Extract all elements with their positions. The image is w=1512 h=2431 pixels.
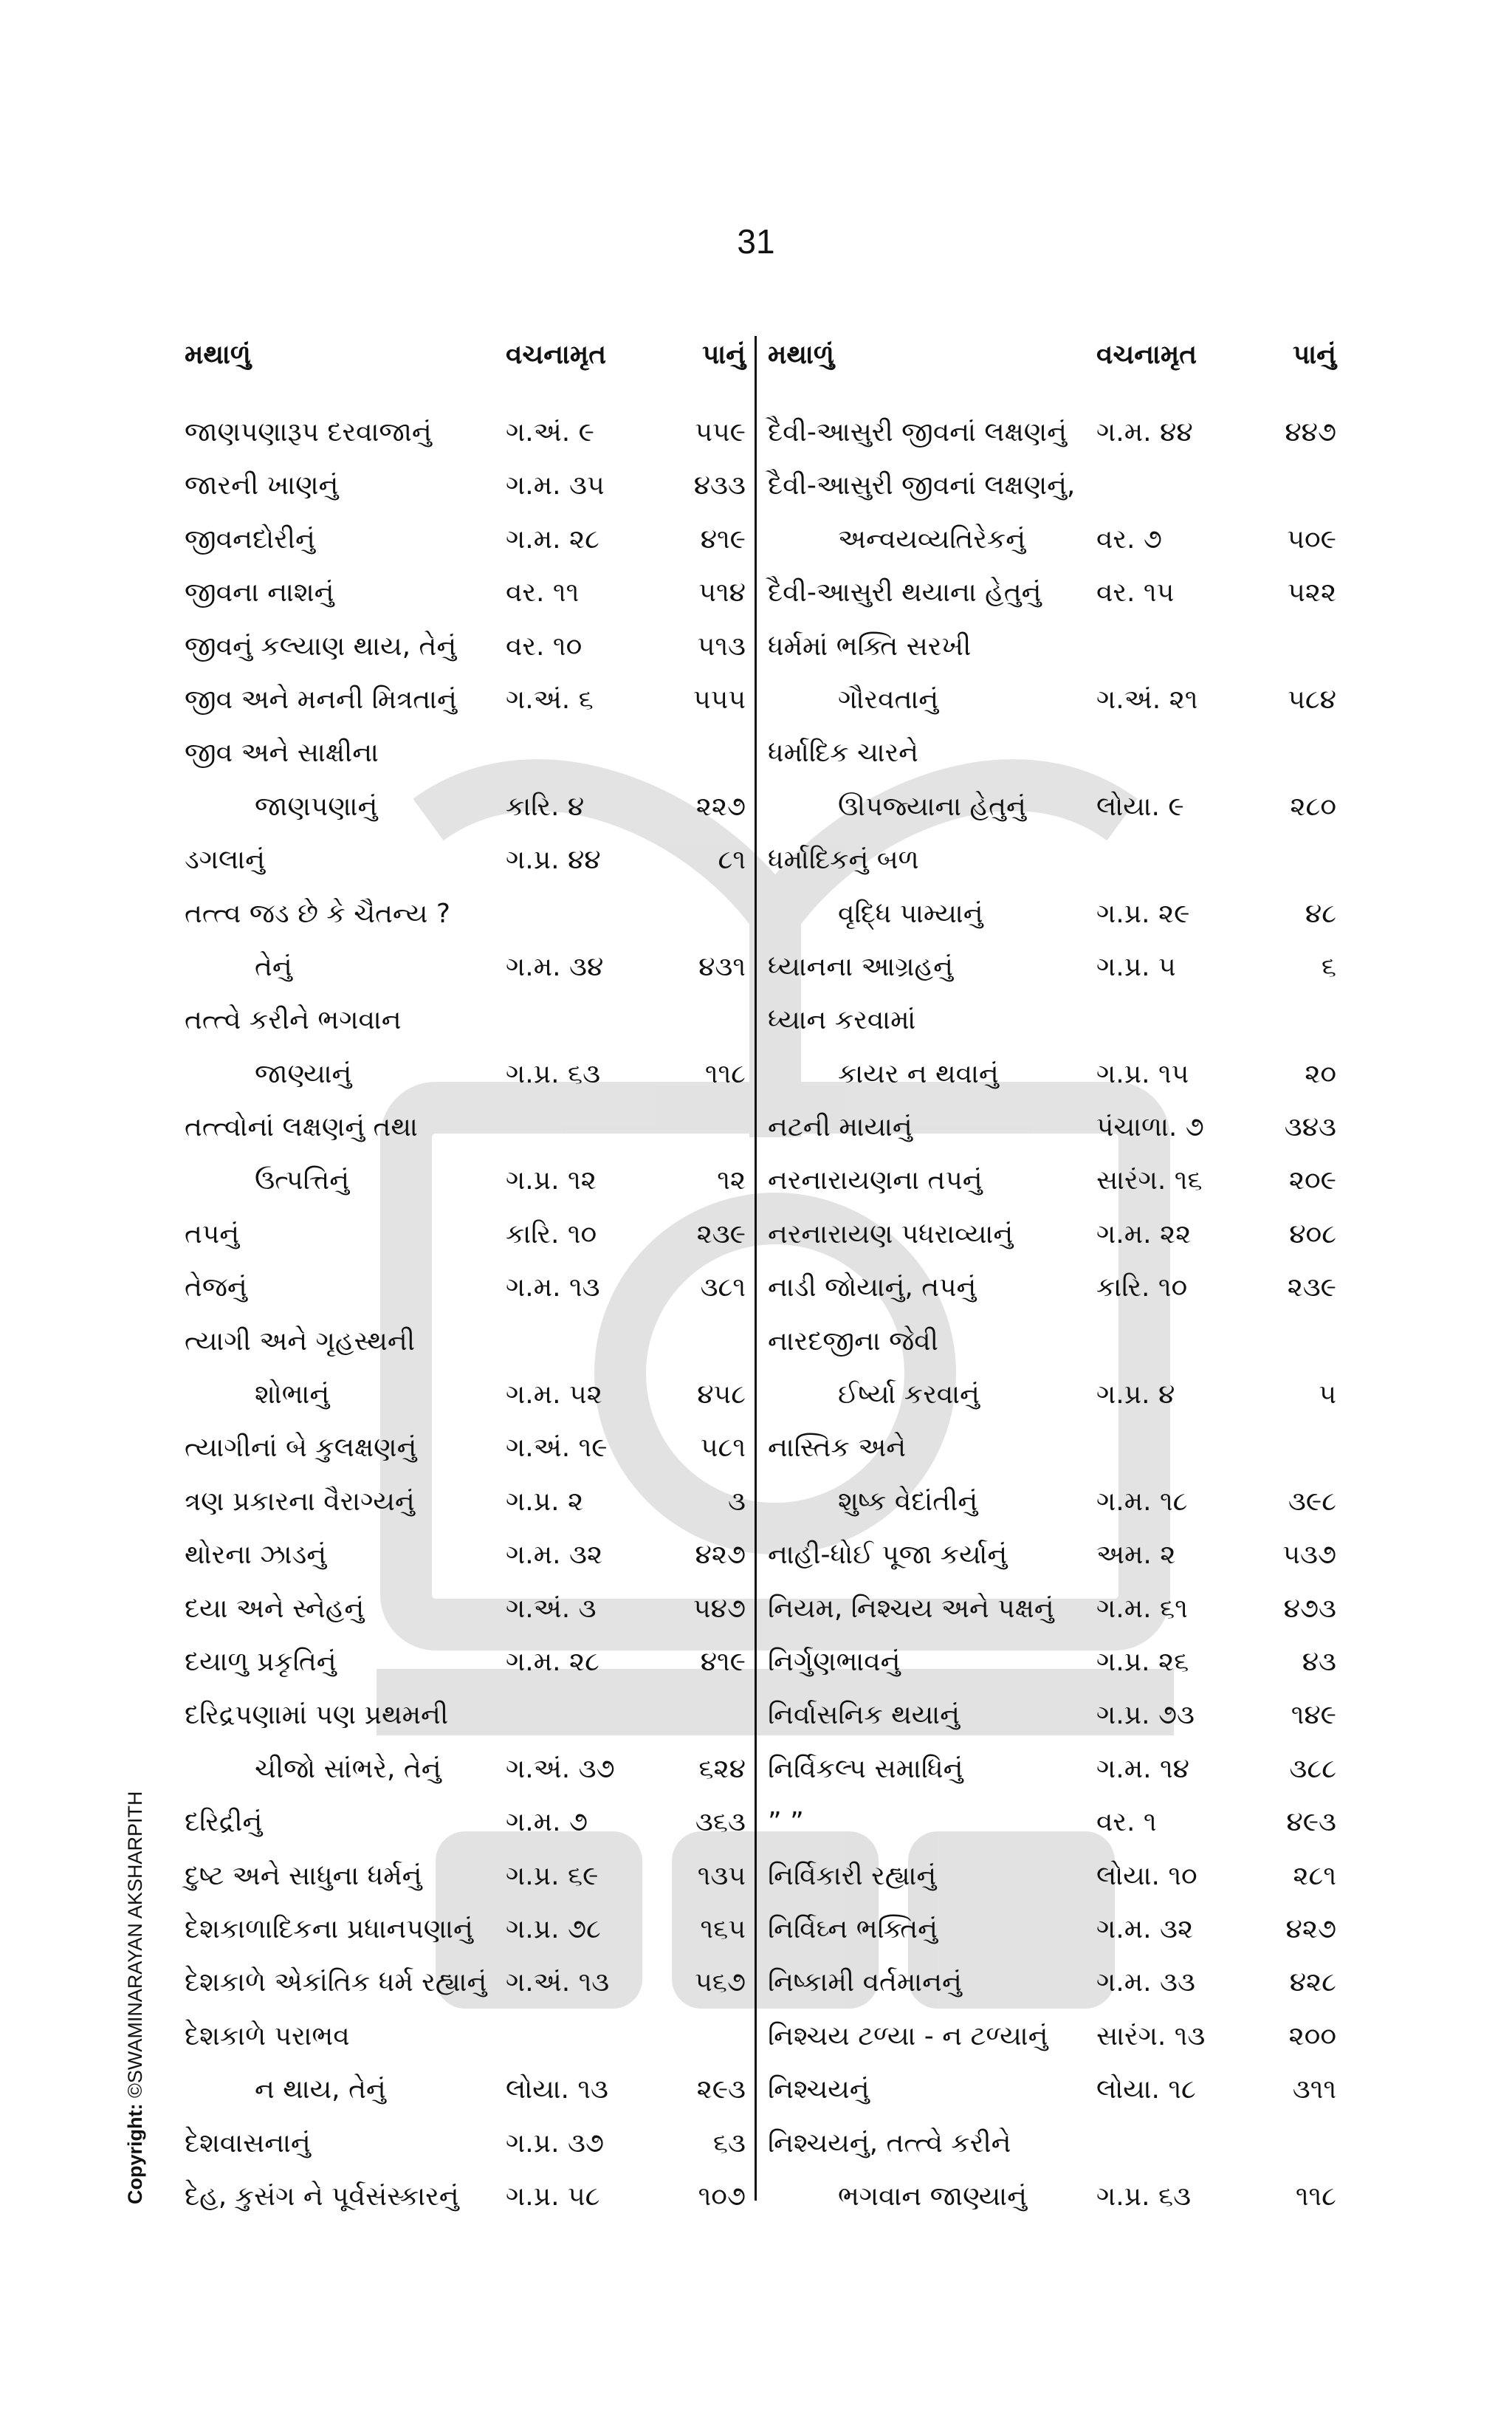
entry-topic: નિર્વિઘ્ન ભક્તિનું [768, 1913, 938, 1944]
index-entry [768, 406, 1336, 459]
index-entry [185, 1048, 746, 1101]
entry-page-ref: ૬ [1321, 951, 1336, 982]
entry-vachanamrut-ref: ગ.મ. ૨૮ [506, 1646, 599, 1677]
entry-topic: જીવ અને સાક્ષીના [185, 738, 379, 769]
index-entry [768, 673, 1336, 727]
entry-topic: તત્ત્વ જડ છે કે ચૈતન્ય ? [185, 898, 450, 929]
entry-topic: નિયમ, નિશ્ચય અને પક્ષનું [768, 1593, 1054, 1624]
entry-vachanamrut-ref: પંચાળા. ૭ [1096, 1112, 1204, 1143]
entry-page-ref: ૮૧ [718, 845, 746, 876]
entry-topic: તેજનું [185, 1272, 247, 1303]
entry-page-ref: ૪૧૯ [700, 524, 746, 555]
index-entry [185, 2170, 746, 2223]
entry-page-ref: ૨૦૦ [1288, 2020, 1336, 2051]
entry-page-ref: ૪૮ [1305, 898, 1336, 929]
entry-vachanamrut-ref: ગ.મ. ૨૮ [506, 524, 599, 555]
topic-header: મથાળું [185, 340, 251, 370]
entry-topic: ધ્યાનના આગ્રહનું [768, 951, 953, 982]
entry-topic: ધર્મમાં ભક્તિ સરખી [768, 631, 972, 662]
entry-vachanamrut-ref: ગ.મ. ૪૪ [1096, 417, 1193, 448]
index-entry [768, 2170, 1336, 2223]
index-entry [768, 834, 1336, 887]
entry-topic: નરનારાયણના તપનું [768, 1165, 983, 1196]
entry-topic: દયાળુ પ્રકૃતિનું [185, 1646, 337, 1677]
entry-vachanamrut-ref: વર. ૭ [1096, 524, 1162, 555]
entry-page-ref: ૪૩૩ [693, 470, 746, 501]
index-entry [185, 1956, 746, 2009]
entry-vachanamrut-ref: ગ.પ્ર. ૩૭ [506, 2127, 604, 2159]
index-entry [768, 994, 1336, 1047]
index-entry [768, 781, 1336, 834]
entry-vachanamrut-ref: ગ.પ્ર. ૪ [1096, 1379, 1175, 1410]
entry-page-ref: ૩૬૩ [695, 1807, 746, 1838]
entry-vachanamrut-ref: ગ.મ. ૩૩ [1096, 1967, 1195, 1998]
entry-topic: દેહ, કુસંગ ને પૂર્વસંસ્કારનું [185, 2181, 459, 2212]
index-entry [185, 941, 746, 994]
index-entry [768, 2063, 1336, 2116]
entry-topic: નારદજીના જેવી [768, 1326, 938, 1357]
entry-page-ref: ૫૮૪ [1288, 684, 1336, 715]
entry-topic: નાહી-ધોઈ પૂજા કર્યાનું [768, 1540, 1008, 1571]
entry-page-ref: ૧૩૫ [697, 1860, 746, 1891]
entry-page-ref: ૩૧૧ [1292, 2074, 1336, 2105]
entry-topic: જીવનદોરીનું [185, 524, 315, 555]
entry-vachanamrut-ref: ગ.મ. ૩૨ [506, 1540, 603, 1571]
column-divider [755, 336, 757, 2201]
entry-vachanamrut-ref: ગ.પ્ર. ૭૮ [506, 1913, 601, 1944]
entry-page-ref: ૨૨૭ [695, 791, 746, 822]
entry-topic: શુષ્ક વેદાંતીનું [838, 1486, 978, 1517]
entry-topic: નિશ્ચયનું [768, 2074, 870, 2105]
entry-topic: દયા અને સ્નેહનું [185, 1593, 365, 1624]
entry-topic: ધર્માદિકનું બળ [768, 845, 919, 876]
entry-topic: જીવના નાશનું [185, 577, 334, 608]
entry-topic: ઈર્ષ્યા કરવાનું [838, 1379, 980, 1410]
entry-topic: ધર્માદિક ચારને [768, 738, 919, 769]
index-entry [185, 994, 746, 1047]
index-entry [185, 1689, 746, 1742]
index-entry [768, 941, 1336, 994]
entry-page-ref: ૪૦૮ [1289, 1218, 1336, 1249]
index-entry [768, 1796, 1336, 1849]
index-entry [768, 1208, 1336, 1261]
index-entry [768, 1422, 1336, 1475]
entry-topic: દેશકાળાદિકના પ્રધાનપણાનું [185, 1913, 473, 1944]
entry-page-ref: ૪૯૩ [1286, 1807, 1336, 1838]
entry-vachanamrut-ref: ગ.પ્ર. ૪૪ [506, 845, 601, 876]
entry-topic: ચીજો સાંભરે, તેનું [255, 1753, 441, 1784]
entry-vachanamrut-ref: વર. ૧૦ [506, 631, 583, 662]
index-entry [768, 1956, 1336, 2009]
entry-topic: ત્યાગીનાં બે કુલક્ષણનું [185, 1433, 417, 1464]
index-entry [768, 1048, 1336, 1101]
index-entry [768, 566, 1336, 620]
entry-topic: તત્ત્વે કરીને ભગવાન [185, 1005, 402, 1036]
entry-vachanamrut-ref: ગ.મ. ૭ [506, 1807, 588, 1838]
entry-topic: ” ” [768, 1807, 804, 1838]
entry-topic: જાણપણારૂપ દરવાજાનું [185, 417, 432, 448]
index-entry [185, 566, 746, 620]
index-entry [185, 1208, 746, 1261]
entry-topic: શોભાનું [255, 1379, 330, 1410]
entry-topic: નિર્વિકલ્પ સમાધિનું [768, 1753, 963, 1784]
entry-page-ref: ૬૨૪ [698, 1753, 746, 1784]
entry-topic: દેશકાળે એકાંતિક ધર્મ રહ્યાનું [185, 1967, 487, 1998]
entry-vachanamrut-ref: ગ.મ. ૧૩ [506, 1272, 600, 1303]
index-entry [768, 1743, 1336, 1796]
index-entry [768, 1636, 1336, 1689]
entry-topic: દૈવી-આસુરી જીવનાં લક્ષણનું [768, 417, 1067, 448]
entry-vachanamrut-ref: ગ.અં. ૨૧ [1096, 684, 1198, 715]
entry-vachanamrut-ref: કારિ. ૧૦ [1096, 1272, 1188, 1303]
entry-vachanamrut-ref: ગ.અં. ૩ [506, 1593, 597, 1624]
page-header: પાનું [701, 340, 746, 370]
entry-vachanamrut-ref: સારંગ. ૧૬ [1096, 1165, 1203, 1196]
index-entry [185, 781, 746, 834]
entry-vachanamrut-ref: લોયા. ૧૮ [1096, 2074, 1196, 2105]
entry-page-ref: ૪૨૭ [1285, 1913, 1336, 1944]
index-entry [185, 1529, 746, 1582]
entry-page-ref: ૨૯૩ [696, 2074, 746, 2105]
page-number: 31 [737, 222, 775, 261]
page-header: પાનું [1292, 340, 1336, 370]
entry-page-ref: ૧૪૯ [1291, 1700, 1336, 1731]
index-entry [768, 1850, 1336, 1903]
entry-topic: ત્રણ પ્રકારના વૈરાગ્યનું [185, 1486, 415, 1517]
index-entry [185, 1636, 746, 1689]
entry-topic: ડગલાનું [185, 845, 265, 876]
index-entry [768, 1529, 1336, 1582]
index-entry [185, 1475, 746, 1529]
index-entry [185, 1261, 746, 1314]
entry-vachanamrut-ref: કારિ. ૧૦ [506, 1218, 597, 1249]
entry-page-ref: ૨૦ [1305, 1058, 1336, 1089]
vachanamrut-header: વચનામૃત [1096, 340, 1197, 370]
copyright-label: Copyright: [124, 2103, 146, 2204]
entry-topic: નાડી જોયાનું, તપનું [768, 1272, 977, 1303]
index-entry [185, 1743, 746, 1796]
entry-vachanamrut-ref: કારિ. ૪ [506, 791, 585, 822]
entry-topic: તત્ત્વોનાં લક્ષણનું તથા [185, 1112, 418, 1143]
entry-page-ref: ૫૫૫ [693, 684, 746, 715]
entry-page-ref: ૫૨૨ [1288, 577, 1336, 608]
entry-vachanamrut-ref: ગ.અં. ૧૩ [506, 1967, 610, 1998]
entry-vachanamrut-ref: ગ.પ્ર. ૫૮ [506, 2181, 600, 2212]
entry-page-ref: ૫૫૯ [695, 417, 746, 448]
entry-vachanamrut-ref: ગ.પ્ર. ૬૩ [1096, 2181, 1192, 2212]
index-entry [185, 406, 746, 459]
entry-vachanamrut-ref: ગ.મ. ૨૨ [1096, 1218, 1192, 1249]
entry-vachanamrut-ref: ગ.અં. ૧૯ [506, 1433, 608, 1464]
entry-page-ref: ૫૪૭ [693, 1593, 746, 1624]
entry-page-ref: ૧૧૮ [1295, 2181, 1336, 2212]
index-entry [768, 1583, 1336, 1636]
index-entry [185, 1101, 746, 1154]
entry-topic: જીવનું કલ્યાણ થાય, તેનું [185, 631, 457, 662]
entry-page-ref: ૫૧૪ [698, 577, 746, 608]
index-entry [768, 1101, 1336, 1154]
index-entry [768, 620, 1336, 673]
index-entry [185, 1422, 746, 1475]
entry-topic: દરિદ્રીનું [185, 1807, 263, 1838]
entry-page-ref: ૪૨૭ [695, 1540, 746, 1571]
entry-page-ref: ૩ [728, 1486, 746, 1517]
entry-vachanamrut-ref: ગ.પ્ર. ૧૫ [1096, 1058, 1189, 1089]
entry-page-ref: ૩૯૮ [1288, 1486, 1336, 1517]
entry-vachanamrut-ref: વર. ૧૫ [1096, 577, 1175, 608]
entry-page-ref: ૧૧૮ [704, 1058, 746, 1089]
index-entry [185, 673, 746, 727]
entry-topic: ત્યાગી અને ગૃહસ્થની [185, 1326, 416, 1357]
entry-topic: ધ્યાન કરવામાં [768, 1005, 916, 1036]
index-entry [768, 1689, 1336, 1742]
index-entry [185, 2010, 746, 2063]
entry-page-ref: ૨૮૦ [1290, 791, 1336, 822]
entry-vachanamrut-ref: ગ.પ્ર. ૫ [1096, 951, 1176, 982]
entry-topic: વૃદ્ધિ પામ્યાનું [838, 898, 983, 929]
entry-topic: દરિદ્રપણામાં પણ પ્રથમની [185, 1700, 449, 1731]
entry-topic: જીવ અને મનની મિત્રતાનું [185, 684, 457, 715]
entry-topic: નરનારાયણ પધરાવ્યાનું [768, 1218, 1014, 1249]
index-entry [185, 1850, 746, 1903]
index-entry [185, 2063, 746, 2116]
entry-vachanamrut-ref: લોયા. ૧૩ [506, 2074, 609, 2105]
entry-topic: ગૌરવતાનું [838, 684, 939, 715]
entry-page-ref: ૫૦૯ [1287, 524, 1336, 555]
entry-vachanamrut-ref: ગ.મ. ૩૪ [506, 951, 604, 982]
entry-page-ref: ૨૩૯ [1287, 1272, 1336, 1303]
entry-vachanamrut-ref: ગ.મ. ૬૧ [1096, 1593, 1188, 1624]
entry-topic: દૈવી-આસુરી જીવનાં લક્ષણનું, [768, 470, 1076, 501]
entry-page-ref: ૨૦૯ [1288, 1165, 1336, 1196]
entry-topic: તપનું [185, 1218, 240, 1249]
entry-topic: કાયર ન થવાનું [838, 1058, 999, 1089]
index-entry [768, 888, 1336, 941]
index-entry [185, 513, 746, 566]
entry-topic: દેશકાળે પરાભવ [185, 2020, 350, 2051]
entry-topic: દેશવાસનાનું [185, 2127, 311, 2159]
entry-vachanamrut-ref: અમ. ૨ [1096, 1540, 1176, 1571]
entry-vachanamrut-ref: વર. ૧૧ [506, 577, 580, 608]
index-entry [768, 1368, 1336, 1422]
right-index-list [768, 406, 1336, 2223]
index-entry [185, 1315, 746, 1368]
entry-topic: જાણ્યાનું [255, 1058, 352, 1089]
entry-topic: નિર્ગુણભાવનું [768, 1646, 901, 1677]
entry-page-ref: ૫૬૭ [695, 1967, 746, 1998]
index-entry [185, 620, 746, 673]
entry-vachanamrut-ref: વર. ૧ [1096, 1807, 1157, 1838]
index-entry [185, 834, 746, 887]
index-entry [185, 1903, 746, 1956]
index-entry [185, 727, 746, 780]
index-entry [185, 1154, 746, 1207]
entry-topic: નિર્વિકારી રહ્યાનું [768, 1860, 937, 1891]
entry-topic: નાસ્તિક અને [768, 1433, 907, 1464]
entry-topic: ન થાય, તેનું [255, 2074, 386, 2105]
entry-topic: થોરના ઝાડનું [185, 1540, 327, 1571]
entry-page-ref: ૪૩ [1302, 1646, 1336, 1677]
entry-topic: ભગવાન જાણ્યાનું [838, 2181, 1027, 2212]
entry-vachanamrut-ref: ગ.પ્ર. ૬૩ [506, 1058, 601, 1089]
entry-page-ref: ૫૮૧ [700, 1433, 746, 1464]
index-entry [185, 459, 746, 512]
entry-page-ref: ૨૩૯ [696, 1218, 746, 1249]
entry-page-ref: ૩૪૩ [1284, 1112, 1336, 1143]
entry-vachanamrut-ref: ગ.મ. ૩૫ [506, 470, 605, 501]
entry-topic: નિર્વાસનિક થયાનું [768, 1700, 960, 1731]
entry-page-ref: ૬૩ [712, 2127, 746, 2159]
entry-vachanamrut-ref: ગ.અં. ૩૭ [506, 1753, 615, 1784]
index-entry [768, 1154, 1336, 1207]
entry-page-ref: ૩૮૧ [700, 1272, 746, 1303]
entry-vachanamrut-ref: ગ.મ. ૩૨ [1096, 1913, 1194, 1944]
index-entry [185, 1583, 746, 1636]
left-index-list [185, 406, 746, 2223]
entry-topic: ઊપજ્યાના હેતુનું [838, 791, 1026, 822]
entry-page-ref: ૨૮૧ [1293, 1860, 1336, 1891]
index-entry [768, 1261, 1336, 1314]
entry-page-ref: ૫૩૭ [1282, 1540, 1336, 1571]
entry-vachanamrut-ref: ગ.પ્ર. ૧૨ [506, 1165, 597, 1196]
entry-page-ref: ૪૭૩ [1283, 1593, 1336, 1624]
entry-vachanamrut-ref: સારંગ. ૧૩ [1096, 2020, 1206, 2051]
entry-topic: અન્વયવ્યતિરેકનું [838, 524, 1026, 555]
index-entry [185, 2117, 746, 2170]
entry-page-ref: ૪૩૧ [698, 951, 746, 982]
entry-page-ref: ૧૬૫ [700, 1913, 746, 1944]
entry-vachanamrut-ref: ગ.મ. ૫૨ [506, 1379, 602, 1410]
entry-topic: દૈવી-આસુરી થયાના હેતુનું [768, 577, 1042, 608]
entry-vachanamrut-ref: ગ.પ્ર. ૬૯ [506, 1860, 599, 1891]
entry-page-ref: ૫૧૩ [697, 631, 746, 662]
entry-topic: જાણપણાનું [255, 791, 378, 822]
index-entry [768, 1315, 1336, 1368]
entry-vachanamrut-ref: ગ.પ્ર. ૨૯ [1096, 898, 1190, 929]
copyright-text: ©SWAMINARAYAN AKSHARPITH [124, 1791, 146, 2098]
right-column-header [768, 340, 1336, 384]
entry-topic: નિશ્ચયનું, તત્ત્વે કરીને [768, 2127, 1011, 2159]
entry-vachanamrut-ref: લોયા. ૯ [1096, 791, 1184, 822]
entry-page-ref: ૪૧૯ [700, 1646, 746, 1677]
copyright-notice [124, 1643, 147, 2204]
entry-topic: નિષ્કામી વર્તમાનનું [768, 1967, 962, 1998]
index-entry [768, 1903, 1336, 1956]
entry-topic: ઉત્પત્તિનું [255, 1165, 350, 1196]
entry-page-ref: ૪૨૮ [1289, 1967, 1336, 1998]
entry-vachanamrut-ref: ગ.અં. ૬ [506, 684, 594, 715]
entry-topic: દુષ્ટ અને સાધુના ધર્મનું [185, 1860, 422, 1891]
entry-page-ref: ૧૨ [717, 1165, 746, 1196]
entry-page-ref: ૪૫૮ [697, 1379, 746, 1410]
entry-topic: તેનું [255, 951, 292, 982]
index-entry [185, 1796, 746, 1849]
index-entry [768, 1475, 1336, 1529]
left-column-header [185, 340, 746, 384]
index-entry [768, 727, 1336, 780]
entry-page-ref: ૪૪૭ [1285, 417, 1336, 448]
index-entry [768, 2010, 1336, 2063]
topic-header: મથાળું [768, 340, 834, 370]
entry-vachanamrut-ref: ગ.મ. ૧૮ [1096, 1486, 1188, 1517]
entry-vachanamrut-ref: ગ.પ્ર. ૭૩ [1096, 1700, 1195, 1731]
index-entry [768, 2117, 1336, 2170]
entry-vachanamrut-ref: ગ.મ. ૧૪ [1096, 1753, 1189, 1784]
index-entry [185, 888, 746, 941]
entry-page-ref: ૧૦૭ [698, 2181, 746, 2212]
index-entry [768, 459, 1336, 512]
entry-vachanamrut-ref: લોયા. ૧૦ [1096, 1860, 1197, 1891]
entry-topic: નટની માયાનું [768, 1112, 913, 1143]
entry-vachanamrut-ref: ગ.અં. ૯ [506, 417, 594, 448]
index-entry [185, 1368, 746, 1422]
entry-page-ref: ૫ [1319, 1379, 1336, 1410]
entry-vachanamrut-ref: ગ.પ્ર. ૨ [506, 1486, 584, 1517]
entry-topic: જારની ખાણનું [185, 470, 339, 501]
entry-vachanamrut-ref: ગ.પ્ર. ૨૬ [1096, 1646, 1189, 1677]
vachanamrut-header: વચનામૃત [506, 340, 607, 370]
entry-topic: નિશ્ચય ટળ્યા - ન ટળ્યાનું [768, 2020, 1048, 2051]
entry-page-ref: ૩૮૮ [1289, 1753, 1336, 1784]
index-entry [768, 513, 1336, 566]
